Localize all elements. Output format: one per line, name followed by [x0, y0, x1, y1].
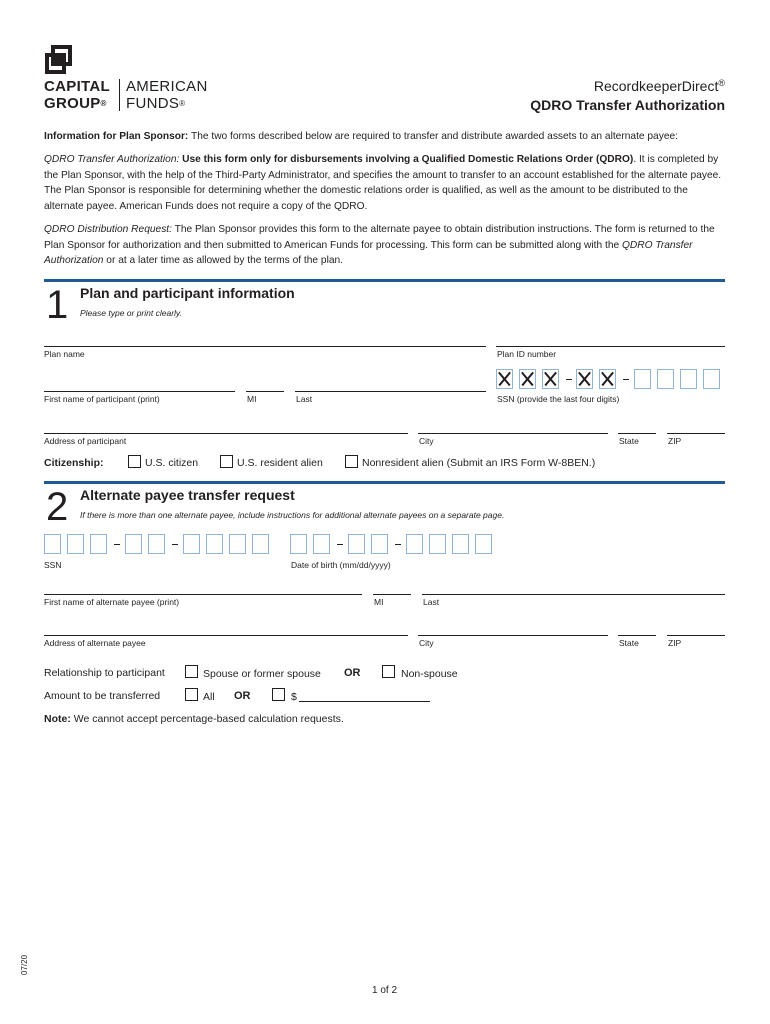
payee-mi-field[interactable] — [373, 594, 411, 595]
participant-first-name-label: First name of participant (print) — [44, 394, 160, 404]
payee-ssn-digit-2[interactable] — [67, 534, 84, 554]
intro-p1-text: The two forms described below are required to transfer and distribute awarded assets to an alternate payee: — [188, 131, 678, 142]
intro-p2-text: . It is completed by the Plan Sponsor, with the help of the Third-Party Administrator, and specifies the amount to transfer to an account established for the alternate payee. The Plan Sponsor is responsible for determining whether the domestic relations order is qualified, as well as the amount to be distributed to the alternate payee. American Funds does not require a copy of the QDRO. — [44, 154, 722, 212]
note-lead: Note: — [44, 713, 71, 725]
payee-state-label: State — [619, 638, 639, 648]
dob-month-1[interactable] — [290, 534, 307, 554]
payee-state-field[interactable] — [618, 635, 656, 636]
dob-day-1[interactable] — [348, 534, 365, 554]
participant-mi-field[interactable] — [246, 391, 284, 392]
payee-ssn-dash-1 — [114, 544, 120, 545]
payee-address-label: Address of alternate payee — [44, 638, 146, 648]
section-2-number: 2 — [46, 485, 69, 529]
relationship-label: Relationship to participant — [44, 667, 165, 679]
payee-address-field[interactable] — [44, 635, 408, 636]
section-1-subtitle: Please type or print clearly. — [80, 308, 182, 318]
ssn-digit-5 — [599, 369, 616, 389]
payee-city-label: City — [419, 638, 434, 648]
us-citizen-label: U.S. citizen — [145, 457, 199, 469]
participant-address-label: Address of participant — [44, 436, 127, 446]
logo — [44, 45, 214, 115]
ssn-digit-8[interactable] — [680, 369, 697, 389]
payee-city-field[interactable] — [418, 635, 608, 636]
ssn-dash-2 — [623, 379, 629, 380]
dob-day-2[interactable] — [371, 534, 388, 554]
payee-ssn-digit-5[interactable] — [148, 534, 165, 554]
amount-all-checkbox[interactable] — [185, 688, 198, 701]
logo-reg-mark-2: ® — [179, 99, 186, 108]
amount-dollar-sign: $ — [291, 691, 297, 703]
logo-divider — [119, 79, 120, 111]
intro-paragraph-2 — [44, 152, 728, 214]
participant-state-label: State — [619, 436, 639, 446]
amount-label: Amount to be transferred — [44, 690, 161, 702]
payee-ssn-dash-2 — [172, 544, 178, 545]
product-reg-mark: ® — [718, 78, 725, 88]
nonresident-alien-checkbox[interactable] — [345, 455, 358, 468]
participant-city-label: City — [419, 436, 434, 446]
plan-name-field[interactable] — [44, 346, 486, 347]
ssn-digit-6[interactable] — [634, 369, 651, 389]
payee-ssn-digit-7[interactable] — [206, 534, 223, 554]
product-name: RecordkeeperDirect — [593, 78, 719, 94]
plan-name-label: Plan name — [44, 349, 85, 359]
section-2-title: Alternate payee transfer request — [80, 487, 295, 503]
intro-paragraph-1 — [44, 129, 734, 145]
dob-year-2[interactable] — [429, 534, 446, 554]
participant-ssn-label: SSN (provide the last four digits) — [497, 394, 620, 404]
ssn-digit-2 — [519, 369, 536, 389]
us-resident-alien-checkbox[interactable] — [220, 455, 233, 468]
section-1-title: Plan and participant information — [80, 285, 295, 301]
dob-dash-2 — [395, 544, 401, 545]
capital-group-logo-icon — [45, 45, 73, 75]
us-citizen-checkbox[interactable] — [128, 455, 141, 468]
intro-p3-italic: QDRO Transfer Authorization — [44, 239, 693, 266]
participant-last-label: Last — [296, 394, 313, 404]
payee-last-name-field[interactable] — [422, 594, 725, 595]
ssn-digit-7[interactable] — [657, 369, 674, 389]
payee-ssn-label: SSN — [44, 560, 62, 570]
intro-p3-text-b: or at a later time as allowed by the terms of the plan. — [103, 255, 343, 266]
ssn-digit-9[interactable] — [703, 369, 720, 389]
citizenship-label: Citizenship: — [44, 457, 104, 469]
participant-first-name-field[interactable] — [44, 391, 235, 392]
amount-dollar-field[interactable] — [299, 701, 430, 702]
intro-p1-lead: Information for Plan Sponsor: — [44, 131, 189, 142]
payee-ssn-boxes — [44, 534, 276, 558]
us-resident-alien-label: U.S. resident alien — [237, 457, 323, 469]
dob-year-4[interactable] — [475, 534, 492, 554]
section-1-number: 1 — [46, 283, 69, 327]
intro-p2-lead: QDRO Transfer Authorization: — [44, 154, 180, 165]
amount-or: OR — [234, 690, 251, 702]
non-spouse-label: Non-spouse — [401, 668, 458, 680]
intro-p3-text-a: The Plan Sponsor provides this form to the alternate payee to obtain distribution instructions. The form is returned to the Plan Sponsor for authorization and then submitted to American Funds for processing. This form can be submitted along with the — [44, 224, 715, 251]
section-2-bar — [44, 481, 725, 484]
participant-address-field[interactable] — [44, 433, 408, 434]
non-spouse-checkbox[interactable] — [382, 665, 395, 678]
payee-zip-field[interactable] — [667, 635, 725, 636]
form-title: QDRO Transfer Authorization — [530, 97, 725, 113]
note-text: We cannot accept percentage-based calculation requests. — [70, 713, 344, 725]
logo-group: GROUP — [44, 95, 101, 112]
payee-first-name-field[interactable] — [44, 594, 362, 595]
participant-state-field[interactable] — [618, 433, 656, 434]
payee-ssn-digit-3[interactable] — [90, 534, 107, 554]
ssn-digit-1 — [496, 369, 513, 389]
nonresident-alien-label: Nonresident alien (Submit an IRS Form W-8BEN.) — [362, 457, 596, 469]
dob-year-1[interactable] — [406, 534, 423, 554]
logo-capital: CAPITAL — [44, 78, 110, 95]
participant-last-name-field[interactable] — [295, 391, 486, 392]
ssn-digit-4 — [576, 369, 593, 389]
participant-mi-label: MI — [247, 394, 257, 404]
date-code: 07/20 — [20, 954, 29, 975]
intro-p2-bold: Use this form only for disbursements involving a Qualified Domestic Relations Order (QDRO) — [179, 154, 634, 165]
page-number: 1 of 2 — [372, 985, 398, 996]
amount-all-label: All — [203, 691, 215, 703]
payee-zip-label: ZIP — [668, 638, 682, 648]
participant-ssn-boxes — [496, 369, 726, 393]
spouse-label: Spouse or former spouse — [203, 668, 321, 680]
section-1-bar — [44, 279, 725, 282]
note — [44, 713, 344, 725]
amount-dollar-checkbox[interactable] — [272, 688, 285, 701]
ssn-digit-3 — [542, 369, 559, 389]
spouse-checkbox[interactable] — [185, 665, 198, 678]
logo-reg-mark: ® — [100, 99, 107, 108]
payee-ssn-digit-1[interactable] — [44, 534, 61, 554]
payee-ssn-digit-8[interactable] — [229, 534, 246, 554]
ssn-dash-1 — [566, 379, 572, 380]
plan-id-label: Plan ID number — [497, 349, 557, 359]
payee-ssn-digit-4[interactable] — [125, 534, 142, 554]
dob-month-2[interactable] — [313, 534, 330, 554]
payee-dob-label: Date of birth (mm/dd/yyyy) — [291, 560, 391, 570]
payee-ssn-digit-6[interactable] — [183, 534, 200, 554]
relationship-or: OR — [344, 667, 361, 679]
dob-dash-1 — [337, 544, 343, 545]
dob-year-3[interactable] — [452, 534, 469, 554]
payee-ssn-digit-9[interactable] — [252, 534, 269, 554]
intro-p3-lead: QDRO Distribution Request: — [44, 224, 172, 235]
payee-dob-boxes — [290, 534, 496, 558]
intro-paragraph-3 — [44, 222, 728, 269]
logo-funds: FUNDS — [126, 95, 180, 112]
plan-id-field[interactable] — [496, 346, 725, 347]
payee-first-name-label: First name of alternate payee (print) — [44, 597, 180, 607]
section-2-subtitle: If there is more than one alternate payee, include instructions for additional alternate payees on a separate page. — [80, 510, 505, 520]
payee-mi-label: MI — [374, 597, 384, 607]
participant-zip-label: ZIP — [668, 436, 682, 446]
participant-zip-field[interactable] — [667, 433, 725, 434]
logo-american: AMERICAN — [126, 78, 208, 95]
participant-city-field[interactable] — [418, 433, 608, 434]
payee-last-label: Last — [423, 597, 440, 607]
